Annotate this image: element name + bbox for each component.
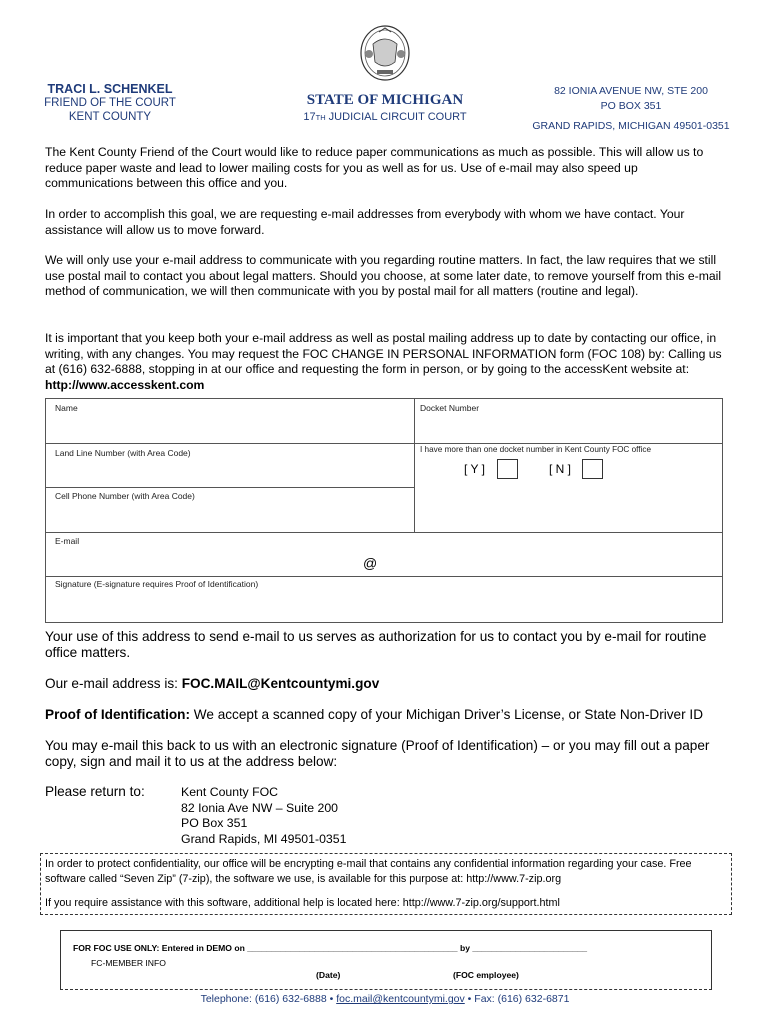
footer-contact: [0, 993, 770, 1005]
paragraph-paper-reduction: The Kent County Friend of the Court would like to reduce paper communications as much as possible. This will allow us to reduce paper waste and lead to lower mailing costs for you as well as for us. Use of e-mail may also speed up communications between this office and you.: [45, 145, 704, 191]
keep-updated-text: It is important that you keep both your e-mail address as well as postal mailing address up to date by contacting our office, in writing, with any changes. You may request the FOC CHANGE IN PERSONAL INFORMATION form (FOC 108) by: Calling us at (616) 632-6888, stopping in at our office and requesting the form in person, or by going to the accessKent website at:: [45, 331, 722, 377]
return-address-line: Grand Rapids, MI 49501-0351: [181, 831, 347, 846]
proof-of-id-heading: Proof of Identification:: [45, 707, 190, 722]
accesskent-link[interactable]: http://www.accesskent.com: [45, 377, 205, 392]
return-address-line: Kent County FOC: [181, 785, 279, 799]
footer-email-link[interactable]: foc.mail@kentcountymi.gov: [336, 993, 465, 1005]
landline-field-label: Land Line Number (with Area Code): [55, 448, 191, 458]
form-row-line: [46, 487, 414, 488]
header-center: [288, 92, 482, 123]
court-number-suffix: TH: [315, 113, 326, 122]
address-line-3: GRAND RAPIDS, MICHIGAN 49501-0351: [532, 120, 730, 132]
foc-use-only-line: FOR FOC USE ONLY: Entered in DEMO on ____________________________________________ by ________________________: [73, 943, 588, 953]
paragraph-routine-matters: We will only use your e-mail address to communicate with you regarding routine matters. In fact, the law requires that we still use postal mail to contact you about legal matters. Should you choose, at some later date, to remove yourself from this e-mail method of communication, we will then communicate with you by postal mail for all matters (routine and legal).: [45, 253, 722, 299]
yes-option-label: [ Y ]: [464, 462, 485, 476]
foc-employee-label: (FOC employee): [453, 970, 519, 980]
signature-field-label: Signature (E-signature requires Proof of Identification): [55, 579, 259, 589]
name-field-label: Name: [55, 403, 78, 413]
support-notice-text: If you require assistance with this software, additional help is located here: http://www.7-zip.org/support.html: [45, 897, 560, 909]
encryption-notice-text: In order to protect confidentiality, our office will be encrypting e-mail that contains any confidential information regarding your case. Free software called “Seven Zip” (7-zip), the software we use, is available for this purpose at: http://www.7-zip.org: [45, 858, 692, 885]
name-input[interactable]: [46, 414, 412, 442]
form-divider-vertical: [414, 399, 415, 532]
return-address-line: PO Box 351: [181, 816, 248, 830]
office-email-address[interactable]: FOC.MAIL@Kentcountymi.gov: [181, 676, 380, 691]
yes-checkbox[interactable]: [497, 459, 518, 479]
encryption-notice-box: [40, 853, 732, 915]
signature-input[interactable]: [46, 593, 721, 621]
court-number: 17: [303, 111, 316, 123]
multi-docket-label: I have more than one docket number in Kent County FOC office: [420, 445, 652, 454]
state-title: STATE OF MICHIGAN: [306, 92, 464, 108]
address-line-1: 82 IONIA AVENUE NW, STE 200: [554, 85, 708, 97]
return-address-line: 82 Ionia Ave NW – Suite 200: [181, 800, 339, 815]
footer-separator: •: [467, 993, 472, 1005]
footer-phone: Telephone: (616) 632-6888: [200, 993, 327, 1005]
date-label: (Date): [316, 970, 341, 980]
docket-number-label: Docket Number: [420, 403, 480, 413]
footer-fax: Fax: (616) 632-6871: [474, 993, 570, 1005]
michigan-state-seal-icon: [359, 24, 411, 82]
form-row-line: [46, 532, 722, 533]
office-email-line: [45, 676, 730, 692]
cell-phone-label: Cell Phone Number (with Area Code): [55, 491, 195, 501]
cell-phone-input[interactable]: [46, 503, 412, 531]
foc-use-only-box: [60, 930, 712, 990]
docket-number-input[interactable]: [416, 414, 721, 442]
friend-of-court-name: TRACI L. SCHENKEL: [47, 82, 173, 96]
court-name: [288, 111, 482, 123]
proof-of-id-text: We accept a scanned copy of your Michigan Driver’s License, or State Non-Driver ID: [190, 707, 704, 722]
authorization-text: Your use of this address to send e-mail to us serves as authorization for us to contact you by e-mail for routine office matters.: [45, 629, 707, 660]
address-line-2: PO BOX 351: [600, 99, 662, 112]
proof-of-id-line: [45, 707, 730, 723]
paragraph-keep-updated: [45, 331, 726, 393]
header-address: [520, 84, 742, 134]
friend-of-court-title: FRIEND OF THE COURT: [44, 97, 176, 109]
no-checkbox[interactable]: [582, 459, 603, 479]
form-row-line: [46, 443, 722, 444]
email-field-label: E-mail: [55, 536, 80, 546]
landline-input[interactable]: [46, 459, 412, 486]
return-instructions: You may e-mail this back to us with an electronic signature (Proof of Identification) – or you may fill out a paper copy, sign and mail it to us at the address below:: [45, 738, 710, 769]
contact-form: [45, 398, 723, 623]
header-left: [44, 82, 176, 124]
email-input[interactable]: [46, 549, 721, 575]
office-email-prefix: Our e-mail address is:: [45, 676, 182, 691]
paragraph-request-email: In order to accomplish this goal, we are requesting e-mail addresses from everybody with whom we have contact. Your assistance will allow us to move forward.: [45, 207, 685, 237]
footer-separator: •: [329, 993, 334, 1005]
no-option-label: [ N ]: [549, 462, 572, 476]
at-symbol: @: [363, 555, 378, 571]
fc-member-info: FC-MEMBER INFO: [91, 958, 166, 968]
court-name-text: JUDICIAL CIRCUIT COURT: [325, 111, 467, 123]
return-address: [181, 785, 346, 847]
county-name: KENT COUNTY: [68, 111, 152, 123]
return-label: Please return to:: [45, 784, 145, 799]
form-row-line: [46, 576, 722, 577]
